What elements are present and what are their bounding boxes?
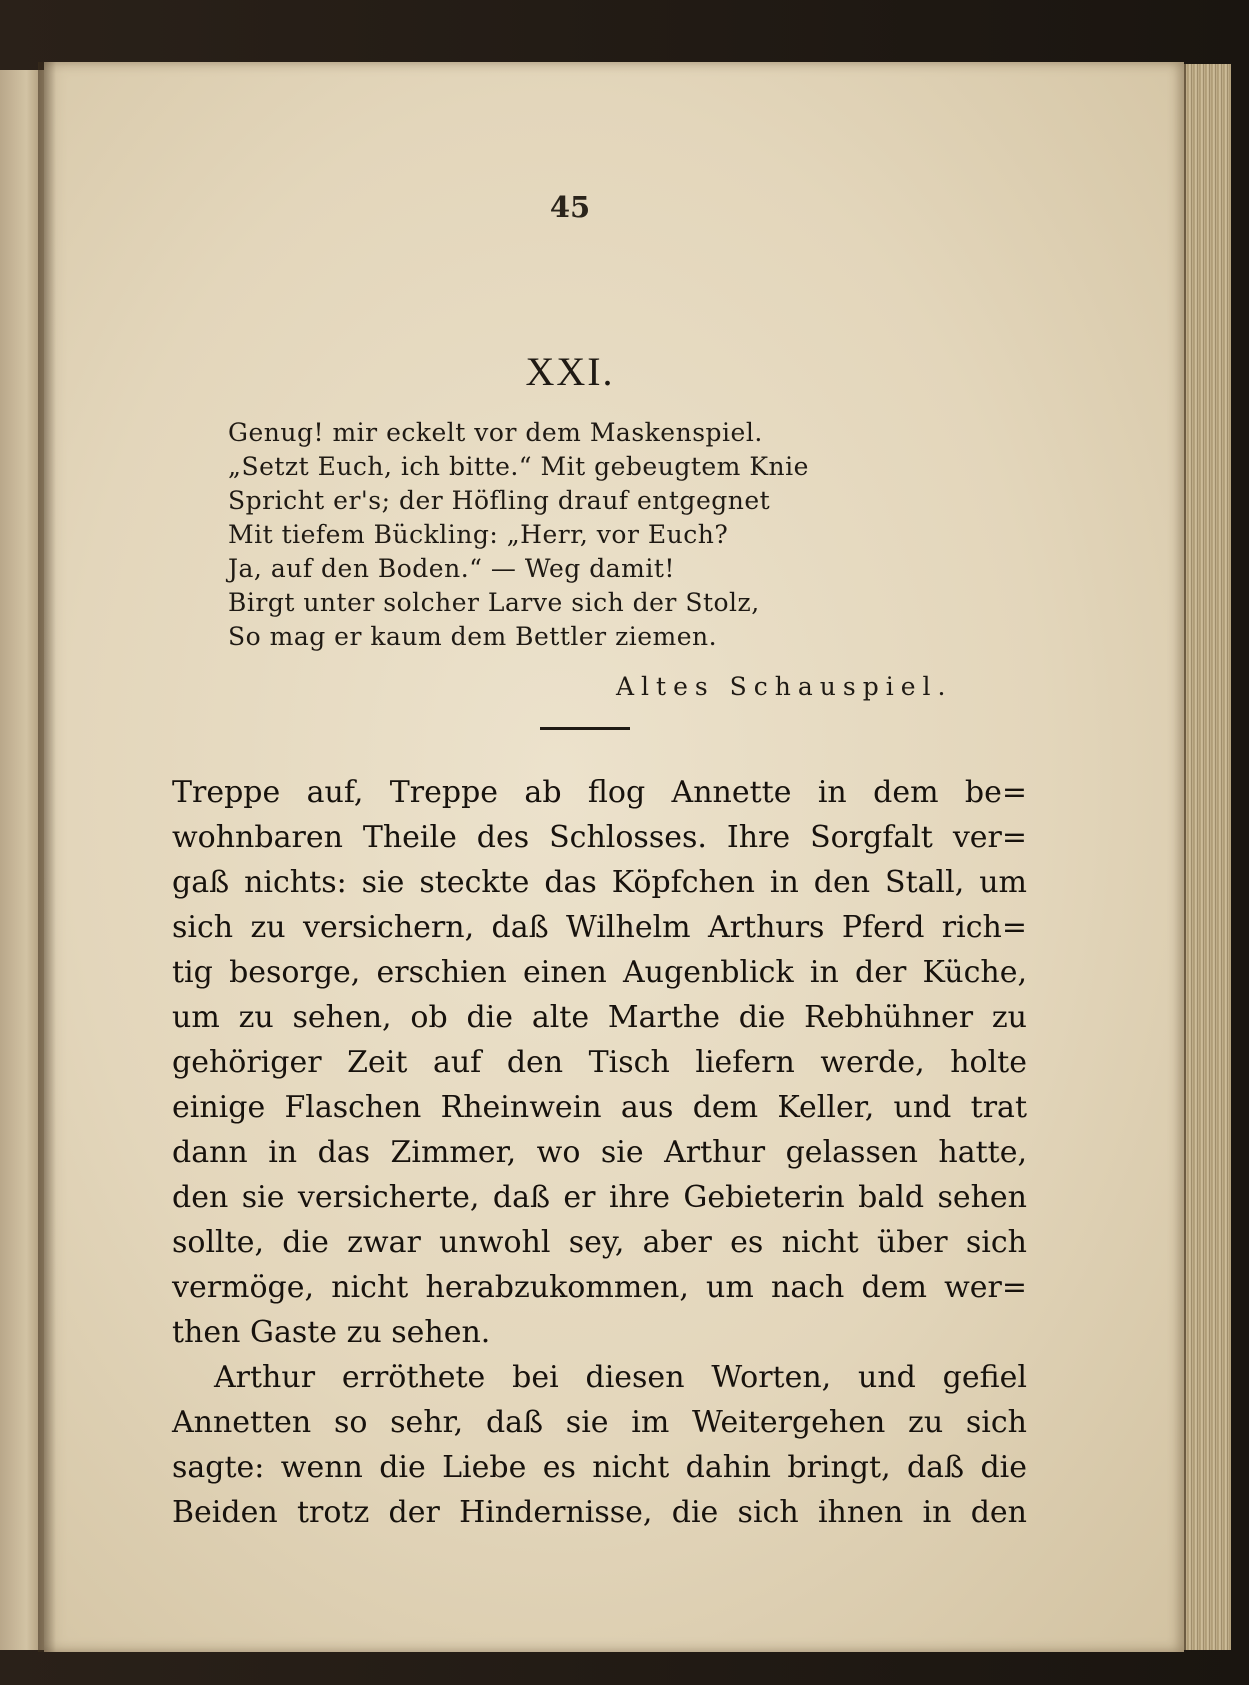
verse-line: „Setzt Euch, ich bitte.“ Mit gebeugtem Knie — [228, 452, 809, 481]
text-line: wohnbaren Theile des Schlosses. Ihre Sorgfalt ver= — [172, 820, 1027, 855]
text-line: Annetten so sehr, daß sie im Weitergehen zu sich — [172, 1405, 1027, 1440]
text-line: then Gaste zu sehen. — [172, 1315, 491, 1350]
text-line: sich zu versichern, daß Wilhelm Arthurs Pferd rich= — [172, 910, 1027, 945]
text-line: tig besorge, erschien einen Augenblick in der Küche, — [172, 955, 1027, 990]
text-line: sollte, die zwar unwohl sey, aber es nicht über sich — [172, 1225, 1027, 1260]
chapter-heading: XXI. — [525, 349, 615, 394]
text-line: um zu sehen, ob die alte Marthe die Rebhühner zu — [172, 1000, 1027, 1035]
body-text — [172, 770, 1027, 1535]
spine-shadow — [38, 62, 56, 1652]
text-line: vermöge, nicht herabzukommen, um nach dem wer= — [172, 1270, 1027, 1305]
section-divider — [540, 727, 630, 730]
text-line: Beiden trotz der Hindernisse, die sich ihnen in den — [172, 1495, 1027, 1530]
text-line: den sie versicherte, daß er ihre Gebieterin bald sehen — [172, 1180, 1027, 1215]
epigraph-verse — [228, 416, 968, 654]
text-line: Arthur erröthete bei diesen Worten, und gefiel — [214, 1360, 1027, 1395]
page-stack-edges — [1184, 64, 1231, 1650]
text-line: gehöriger Zeit auf den Tisch liefern werde, holte — [172, 1045, 1027, 1080]
text-line: dann in das Zimmer, wo sie Arthur gelassen hatte, — [172, 1135, 1027, 1170]
text-line: Treppe auf, Treppe ab flog Annette in dem be= — [172, 775, 1027, 810]
text-line: sagte: wenn die Liebe es nicht dahin bringt, daß die — [172, 1450, 1027, 1485]
verse-line: So mag er kaum dem Bettler ziemen. — [228, 622, 718, 651]
verse-line: Mit tiefem Bückling: „Herr, vor Euch? — [228, 520, 729, 549]
page-number: 45 — [549, 190, 591, 224]
verse-line: Genug! mir eckelt vor dem Maskenspiel. — [228, 418, 763, 447]
epigraph-source: Altes Schauspiel. — [616, 672, 953, 701]
text-line: gaß nichts: sie steckte das Köpfchen in den Stall, um — [172, 865, 1027, 900]
text-line: einige Flaschen Rheinwein aus dem Keller, und trat — [172, 1090, 1027, 1125]
verse-line: Birgt unter solcher Larve sich der Stolz, — [228, 588, 760, 617]
verse-line: Spricht er's; der Höfling drauf entgegnet — [228, 486, 771, 515]
verse-line: Ja, auf den Boden.“ — Weg damit! — [228, 554, 675, 583]
